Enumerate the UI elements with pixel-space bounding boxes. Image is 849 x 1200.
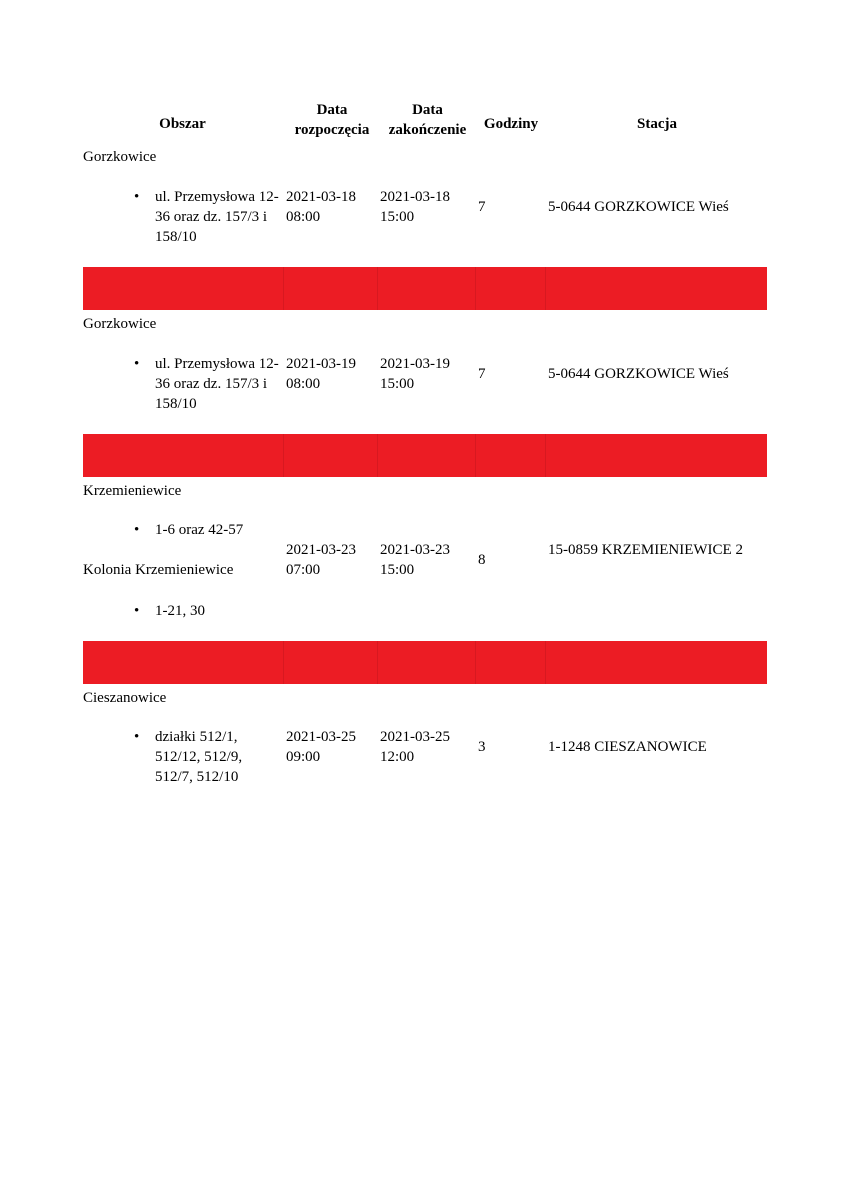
start-date-cell [286,187,378,227]
end-date-cell [380,540,475,580]
end-date-cell [380,727,475,767]
header-end-date: Data zakończenie [388,102,467,138]
end-date: 2021-03-23 [380,542,450,558]
hours-cell: 7 [478,199,486,215]
station-cell: 5-0644 GORZKOWICE Wieś [548,199,729,215]
bullet-icon: • [134,356,140,372]
station-cell: 5-0644 GORZKOWICE Wieś [548,366,729,382]
bullet-icon: • [134,603,140,619]
bullet-icon: • [134,522,140,538]
station-cell: 1-1248 CIESZANOWICE [548,739,707,755]
start-time: 08:00 [286,209,321,225]
end-date: 2021-03-19 [380,356,450,372]
header-area: Obszar [159,116,206,132]
area-name: Cieszanowice [83,690,167,706]
header-hours: Godziny [483,116,539,132]
station-cell: 15-0859 KRZEMIENIEWICE 2 [548,542,743,558]
area-detail: 1-21, 30 [155,603,205,619]
bullet-icon: • [134,729,140,745]
start-time: 09:00 [286,749,321,765]
start-date-cell [286,540,378,580]
start-date: 2021-03-19 [286,356,356,372]
row-separator [83,267,767,310]
area-detail: ul. Przemysłowa 12-36 oraz dz. 157/3 i 158/10 [155,189,279,245]
start-date-cell [286,354,378,394]
end-date: 2021-03-18 [380,189,450,205]
start-date: 2021-03-23 [286,542,356,558]
header-station: Stacja [637,116,677,132]
area-name-secondary: Kolonia Krzemieniewice [83,562,234,578]
end-date-cell [380,354,475,394]
hours-cell: 3 [478,739,486,755]
end-date: 2021-03-25 [380,729,450,745]
end-time: 15:00 [380,376,415,392]
start-date: 2021-03-18 [286,189,356,205]
bullet-icon: • [134,189,140,205]
start-date-cell [286,727,378,767]
start-time: 07:00 [286,562,321,578]
start-time: 08:00 [286,376,321,392]
hours-cell: 8 [478,552,486,568]
end-time: 12:00 [380,749,415,765]
row-separator [83,641,767,684]
area-detail: 1-6 oraz 42-57 [155,522,244,538]
end-time: 15:00 [380,209,415,225]
area-name: Gorzkowice [83,316,157,332]
start-date: 2021-03-25 [286,729,356,745]
end-date-cell [380,187,475,227]
header-start-date: Data rozpoczęcia [294,102,370,138]
area-name: Krzemieniewice [83,483,182,499]
end-time: 15:00 [380,562,415,578]
area-name: Gorzkowice [83,149,157,165]
hours-cell: 7 [478,366,486,382]
area-detail: działki 512/1, 512/12, 512/9, 512/7, 512/10 [155,729,243,785]
area-detail: ul. Przemysłowa 12-36 oraz dz. 157/3 i 158/10 [155,356,279,412]
row-separator [83,434,767,477]
